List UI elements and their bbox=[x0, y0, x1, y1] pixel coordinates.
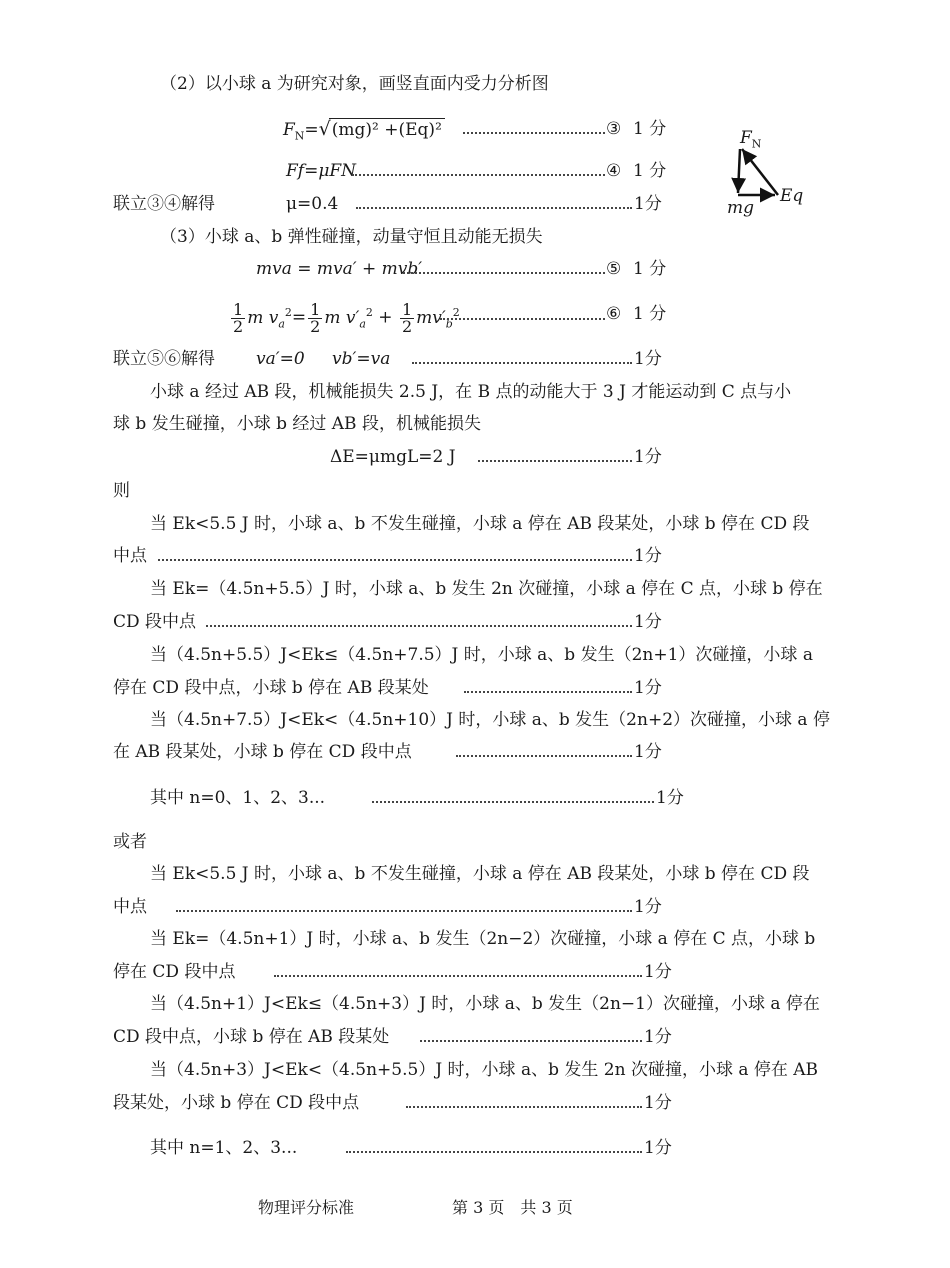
mg-label: mg bbox=[727, 198, 755, 218]
caseB-4-score: 1分 bbox=[644, 1093, 672, 1113]
caseA-4-score: 1分 bbox=[634, 742, 662, 762]
leader-dots bbox=[158, 559, 632, 561]
force-diagram bbox=[720, 125, 820, 220]
caseB-3-score: 1分 bbox=[644, 1027, 672, 1047]
equation-3: $F_N=√(mg)^2 +(Eq)^2$ bbox=[283, 118, 445, 147]
footer-page-number: 第 3 页 共 3 页 bbox=[452, 1198, 573, 1217]
eq3-number: ③ bbox=[606, 119, 622, 139]
leader-dots bbox=[274, 975, 642, 977]
solve-label-34: 联立③④解得 bbox=[113, 194, 215, 214]
leader-dots bbox=[478, 460, 632, 462]
caseB-1-line1: 当 Ek<5.5 J 时，小球 a、b 不发生碰撞，小球 a 停在 AB 段某处，小球 b 停在 CD 段 bbox=[150, 864, 810, 884]
leader-dots bbox=[403, 272, 605, 274]
leader-dots bbox=[456, 755, 632, 757]
caseB-n-score: 1分 bbox=[644, 1138, 672, 1158]
part2-heading: （2）以小球 a 为研究对象，画竖直面内受力分析图 bbox=[160, 74, 549, 94]
leader-dots bbox=[463, 132, 605, 134]
leader-dots bbox=[412, 362, 632, 364]
leader-dots bbox=[346, 1151, 642, 1153]
caseA-4-line2: 在 AB 段某处，小球 b 停在 CD 段中点 bbox=[113, 742, 412, 762]
caseB-2-line2: 停在 CD 段中点 bbox=[113, 962, 236, 982]
mu-score: 1分 bbox=[634, 194, 662, 214]
caseB-4-line1: 当（4.5n+3）J<Ek<（4.5n+5.5）J 时，小球 a、b 发生 2n 次碰撞，小球 a 停在 AB bbox=[150, 1060, 819, 1080]
caseA-2-line1: 当 Ek=（4.5n+5.5）J 时，小球 a、b 发生 2n 次碰撞，小球 a 停在 C 点，小球 b 停在 bbox=[150, 579, 823, 599]
caseB-2-score: 1分 bbox=[644, 962, 672, 982]
caseB-3-line1: 当（4.5n+1）J<Ek≤（4.5n+3）J 时，小球 a、b 发生（2n−1）次碰撞，小球 a 停在 bbox=[150, 994, 820, 1014]
leader-dots bbox=[406, 1106, 642, 1108]
caseB-2-line1: 当 Ek=（4.5n+1）J 时，小球 a、b 发生（2n−2）次碰撞，小球 a 停在 C 点，小球 b bbox=[150, 929, 816, 949]
result-va: va′=0 bbox=[256, 349, 305, 369]
caseA-2-score: 1分 bbox=[634, 612, 662, 632]
caseA-1-score: 1分 bbox=[634, 546, 662, 566]
part3-heading: （3）小球 a、b 弹性碰撞，动量守恒且动能无损失 bbox=[160, 227, 543, 247]
caseB-4-line2: 段某处，小球 b 停在 CD 段中点 bbox=[113, 1093, 360, 1113]
eq5-score: 1 分 bbox=[633, 259, 667, 279]
equation-6: $\frac{1}{2}$ m $v_a^2=$ $\frac{1}{2}$ m $v'_a^2$ + $\frac{1}{2}$ $mv'_b^2$ bbox=[233, 299, 460, 336]
leader-dots bbox=[356, 207, 632, 209]
leader-dots bbox=[352, 174, 605, 176]
leader-dots bbox=[206, 625, 632, 627]
leader-dots bbox=[440, 318, 605, 320]
caseA-1-line1: 当 Ek<5.5 J 时，小球 a、b 不发生碰撞，小球 a 停在 AB 段某处，小球 b 停在 CD 段 bbox=[150, 514, 810, 534]
solve-label-56: 联立⑤⑥解得 bbox=[113, 349, 215, 369]
eq4-score: 1 分 bbox=[633, 161, 667, 181]
result-vb: vb′=va bbox=[332, 349, 391, 369]
or-label: 或者 bbox=[113, 832, 147, 852]
delta-e: ΔE=μmgL=2 J bbox=[330, 447, 456, 467]
eq6-score: 1 分 bbox=[633, 304, 667, 324]
caseA-2-line2: CD 段中点 bbox=[113, 612, 197, 632]
eq4-number: ④ bbox=[606, 161, 622, 181]
footer-subject: 物理评分标准 bbox=[258, 1198, 355, 1217]
equation-4: Ff=μFN bbox=[286, 161, 357, 181]
eq5-number: ⑤ bbox=[606, 259, 622, 279]
para1-line1: 小球 a 经过 AB 段，机械能损失 2.5 J，在 B 点的动能大于 3 J 才能运动到 C 点与小 bbox=[150, 382, 792, 402]
then-label: 则 bbox=[113, 481, 130, 501]
delta-e-score: 1分 bbox=[634, 447, 662, 467]
leader-dots bbox=[372, 801, 654, 803]
eq3-score: 1 分 bbox=[633, 119, 667, 139]
leader-dots bbox=[176, 910, 632, 912]
eq-label: Eq bbox=[780, 186, 804, 206]
caseA-4-line1: 当（4.5n+7.5）J<Ek<（4.5n+10）J 时，小球 a、b 发生（2n+2）次碰撞，小球 a 停 bbox=[150, 710, 830, 730]
caseA-3-score: 1分 bbox=[634, 678, 662, 698]
caseA-n-score: 1分 bbox=[656, 788, 684, 808]
caseA-3-line2: 停在 CD 段中点，小球 b 停在 AB 段某处 bbox=[113, 678, 429, 698]
leader-dots bbox=[420, 1040, 642, 1042]
caseA-3-line1: 当（4.5n+5.5）J<Ek≤（4.5n+7.5）J 时，小球 a、b 发生（2n+1）次碰撞，小球 a bbox=[150, 645, 813, 665]
mu-result: μ=0.4 bbox=[286, 194, 339, 214]
fn-label: $F_N$ bbox=[740, 128, 762, 151]
eq6-number: ⑥ bbox=[606, 304, 622, 324]
caseB-1-score: 1分 bbox=[634, 897, 662, 917]
leader-dots bbox=[464, 691, 632, 693]
caseB-1-line2: 中点 bbox=[113, 897, 147, 917]
para1-line2: 球 b 发生碰撞，小球 b 经过 AB 段，机械能损失 bbox=[113, 414, 481, 434]
caseA-n-range: 其中 n=0、1、2、3... bbox=[150, 788, 326, 808]
result-score: 1分 bbox=[634, 349, 662, 369]
caseB-3-line2: CD 段中点，小球 b 停在 AB 段某处 bbox=[113, 1027, 390, 1047]
equation-5: mva = mva′ + mvb′ bbox=[256, 259, 423, 279]
caseA-1-line2: 中点 bbox=[113, 546, 147, 566]
caseB-n-range: 其中 n=1、2、3... bbox=[150, 1138, 298, 1158]
